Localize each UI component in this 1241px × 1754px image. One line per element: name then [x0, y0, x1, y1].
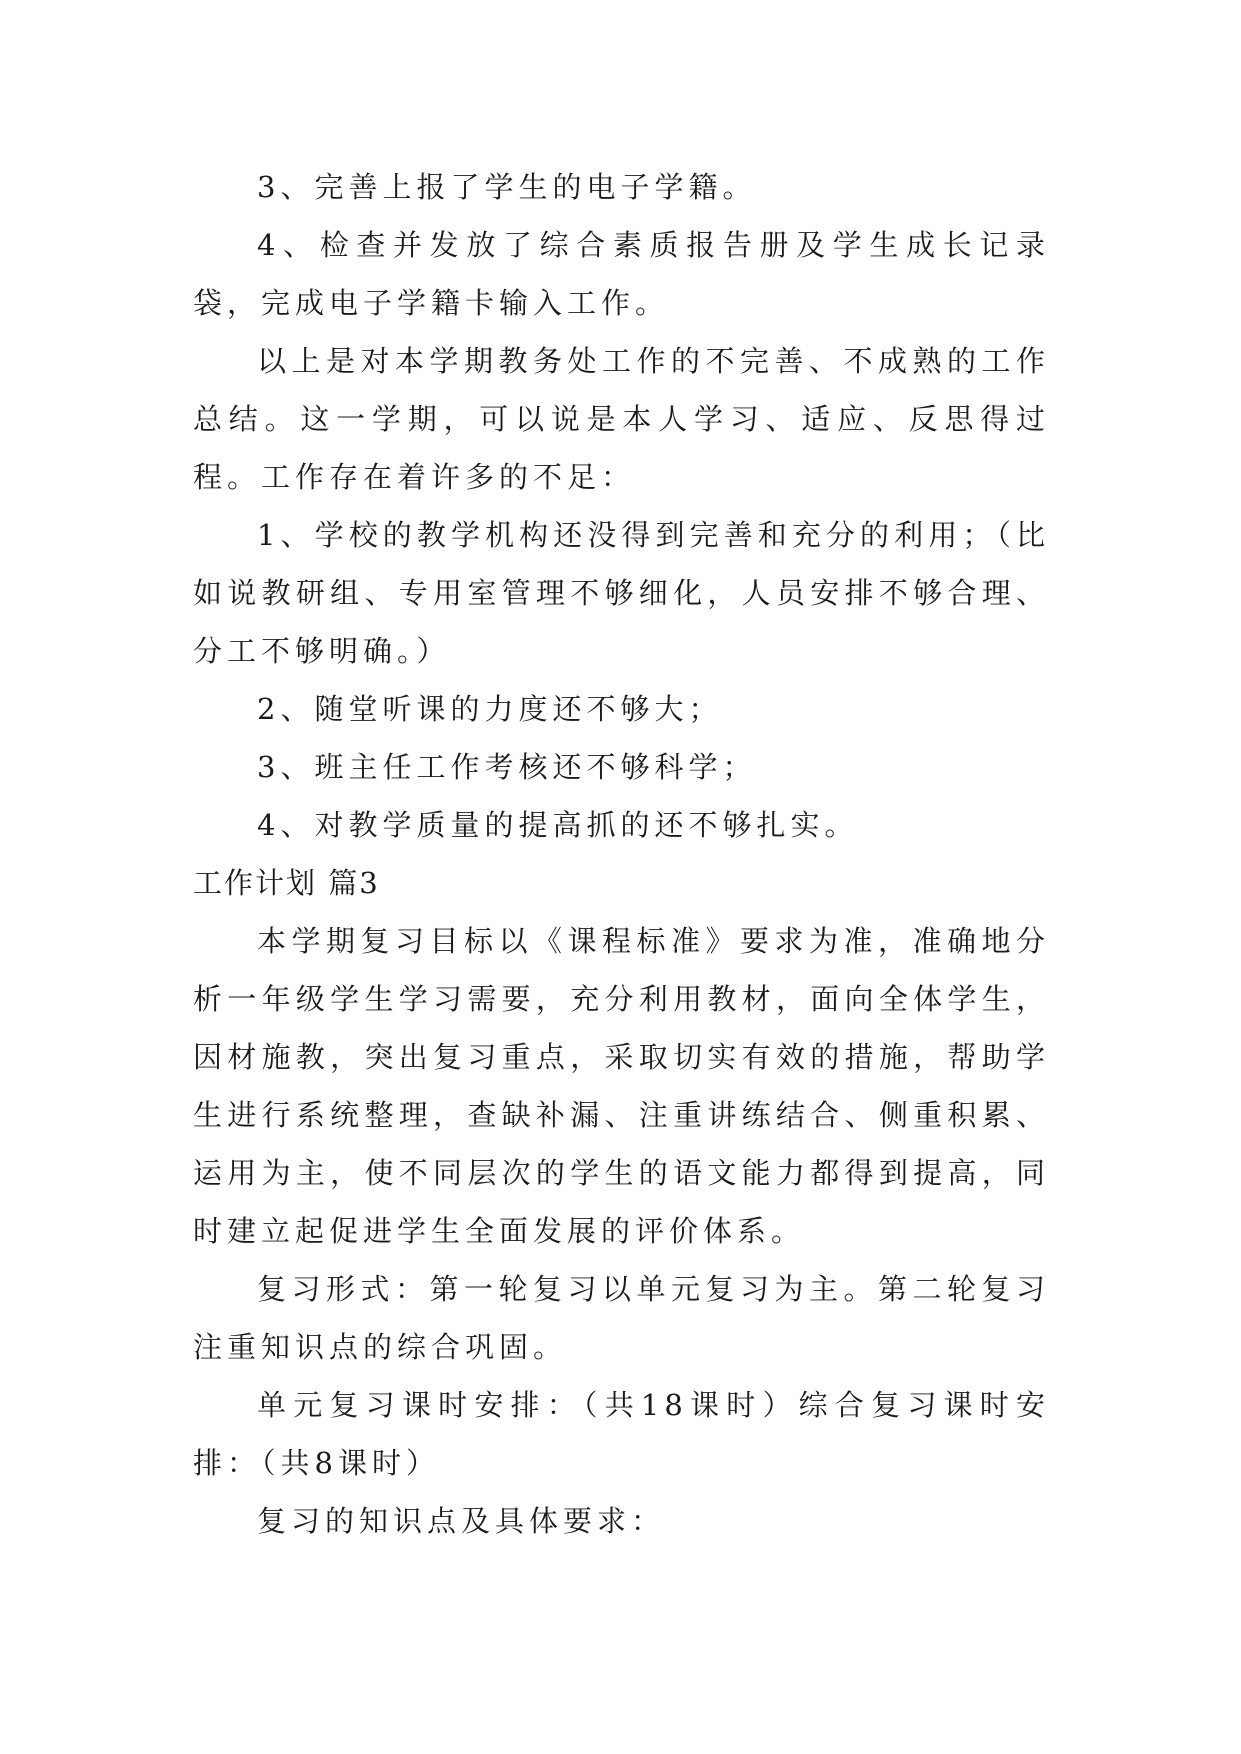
- paragraph-shortcoming-3: 3、班主任工作考核还不够科学；: [257, 750, 757, 784]
- paragraph-knowledge-points: 复习的知识点及具体要求：: [257, 1504, 666, 1538]
- paragraph-item-4-quality-report: 4、检查并发放了综合素质报告册及学生成长记录袋，完成电子学籍卡输入工作。: [193, 228, 1050, 320]
- paragraph-review-goal: 本学期复习目标以《课程标准》要求为准，准确地分析一年级学生学习需要，充分利用教材，面向全体学生，因材施教，突出复习重点，采取切实有效的措施，帮助学生进行系统整理，查缺补漏、注重讲练结合、侧重积累、运用为主，使不同层次的学生的语文能力都得到提高，同时建立起促进学生全面发展的评价体系。: [193, 924, 1050, 1248]
- section-heading: 工作计划 篇3: [193, 866, 380, 900]
- document-body: [193, 158, 1050, 1550]
- paragraph-lesson-schedule: 单元复习课时安排：（共18课时）综合复习课时安排：（共8课时）: [193, 1388, 1050, 1480]
- paragraph-item-3-electronic-registry: 3、完善上报了学生的电子学籍。: [257, 170, 757, 204]
- paragraph-shortcoming-1: 1、学校的教学机构还没得到完善和充分的利用；（比如说教研组、专用室管理不够细化，人员安排不够合理、分工不够明确。）: [193, 518, 1050, 668]
- paragraph-shortcoming-4: 4、对教学质量的提高抓的还不够扎实。: [257, 808, 859, 842]
- paragraph-shortcoming-2: 2、随堂听课的力度还不够大；: [257, 692, 723, 726]
- paragraph-review-form: 复习形式：第一轮复习以单元复习为主。第二轮复习注重知识点的综合巩固。: [193, 1272, 1050, 1364]
- paragraph-summary: 以上是对本学期教务处工作的不完善、不成熟的工作总结。这一学期，可以说是本人学习、适应、反思得过程。工作存在着许多的不足：: [193, 344, 1050, 494]
